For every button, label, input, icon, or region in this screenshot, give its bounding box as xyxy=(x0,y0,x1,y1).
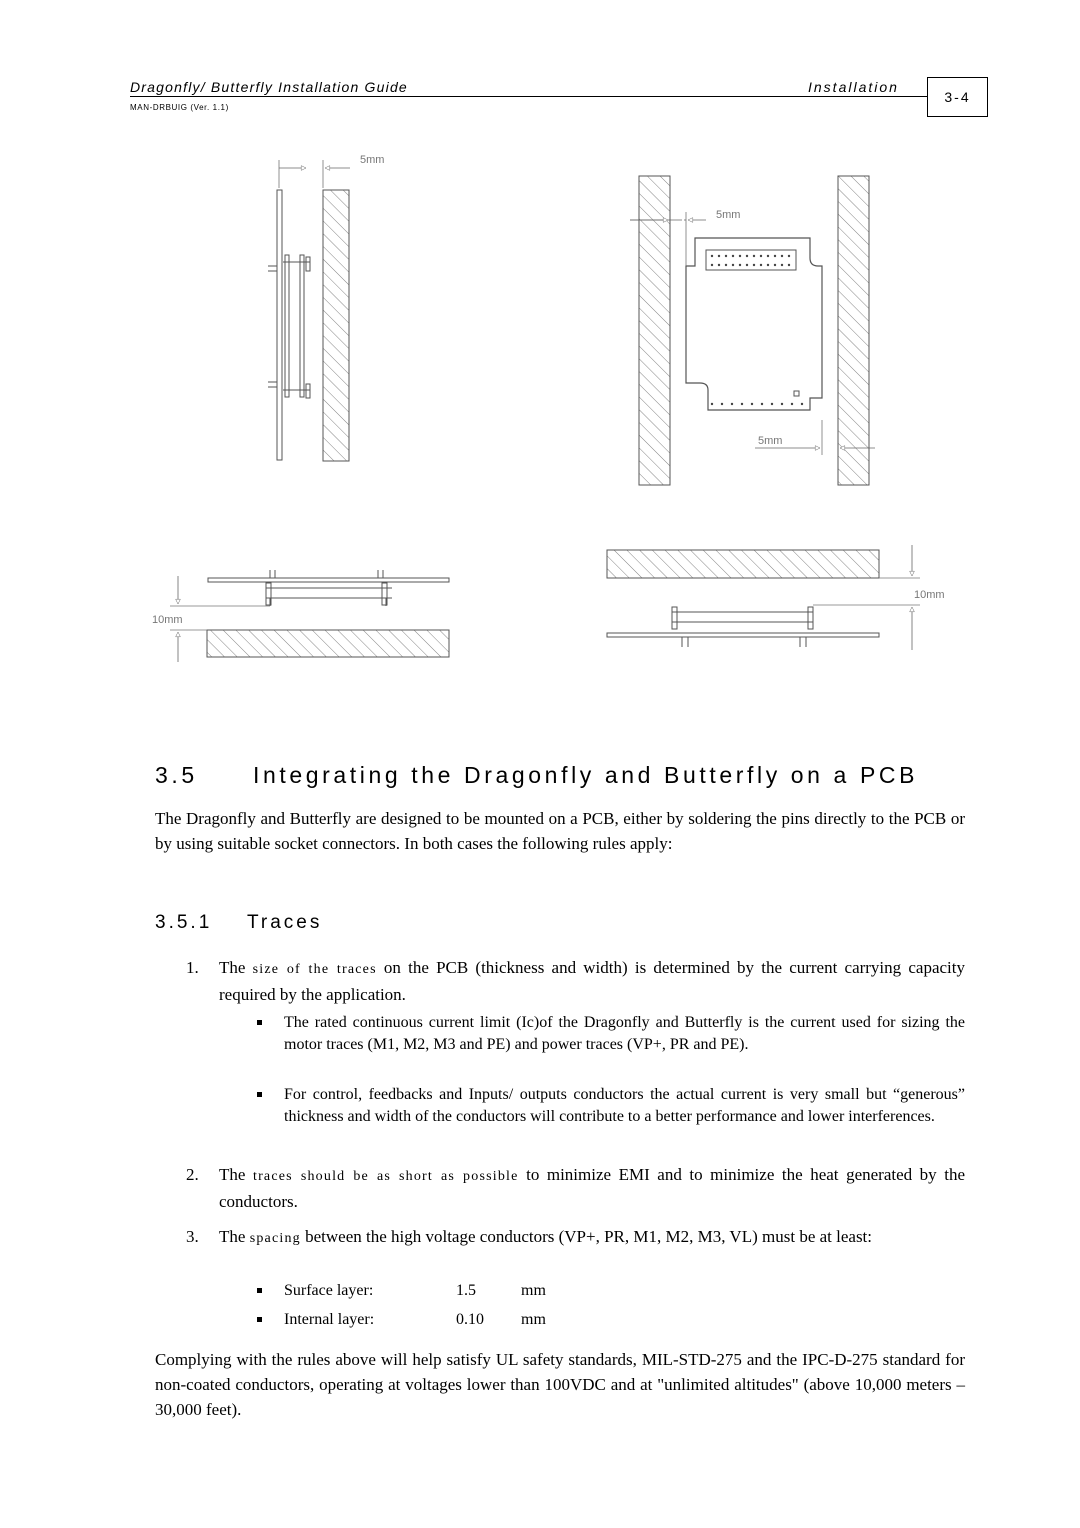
bullet-text: For control, feedbacks and Inputs/ outputs conductors the actual current is very small but “generous” thickness and width of the conductors will contribute to a better performance and lower interferences. xyxy=(284,1086,965,1125)
rule-number: 2. xyxy=(186,1165,199,1184)
bullet-square-icon xyxy=(257,1317,262,1322)
bullet-square-icon xyxy=(257,1288,262,1293)
rule-text: The xyxy=(219,1227,250,1246)
rule-number: 3. xyxy=(186,1227,199,1246)
dim-label-5mm-a: 5mm xyxy=(360,154,385,166)
bullet-square-icon xyxy=(257,1020,262,1025)
rule-item xyxy=(186,1224,965,1251)
rule-text: on the PCB (thickness and width) is determined by the current carrying capacity required by the application. xyxy=(219,958,965,1004)
section-intro: The Dragonfly and Butterfly are designed to be mounted on a PCB, either by soldering the pins directly to the PCB or by using suitable socket connectors. In both cases the following rules apply: xyxy=(155,809,965,853)
mounting-clearance-figure xyxy=(0,0,1080,720)
section-number: 3.5 xyxy=(155,762,198,788)
rule-number: 1. xyxy=(186,958,199,977)
front-view-top-clearance xyxy=(607,545,945,650)
rule-item xyxy=(186,1162,965,1214)
subsection-number: 3.5.1 xyxy=(155,912,213,933)
section-heading xyxy=(155,762,918,789)
rule-emphasis: spacing xyxy=(249,1231,301,1246)
bullet-square-icon xyxy=(257,1092,262,1097)
spacing-value: 1.5 xyxy=(456,1282,476,1299)
front-view-bottom-clearance xyxy=(152,570,449,662)
dim-label-10mm-a: 10mm xyxy=(152,614,183,626)
rule-text: The xyxy=(219,1165,253,1184)
page-number: 3-4 xyxy=(927,77,988,117)
spacing-value: 0.10 xyxy=(456,1311,484,1328)
bullet-item xyxy=(260,1012,965,1056)
header-version: MAN-DRBUIG (Ver. 1.1) xyxy=(130,103,229,112)
dim-label-10mm-b: 10mm xyxy=(914,589,945,601)
dim-label-5mm-b: 5mm xyxy=(716,209,741,221)
dim-label-5mm-c: 5mm xyxy=(758,435,783,447)
header-section-name: Installation xyxy=(808,79,899,95)
subsection-title: Traces xyxy=(247,912,323,933)
header-doc-title: Dragonfly/ Butterfly Installation Guide xyxy=(130,79,408,95)
rule-text: between the high voltage conductors (VP+, PR, M1, M2, M3, VL) must be at least: xyxy=(300,1227,873,1246)
rule-text: to minimize EMI and to minimize the heat generated by the conductors. xyxy=(219,1165,965,1211)
rule-emphasis: traces should be as short as possible xyxy=(252,1169,519,1184)
side-view-wall-clearance xyxy=(268,154,384,461)
subsection-heading xyxy=(155,912,322,934)
closing-paragraph: Complying with the rules above will help satisfy UL safety standards, MIL-STD-275 and the IPC-D-275 standard for non-coated conductors, operating at voltages lower than 100VDC and at "unlimited altitudes" (above 10,000 meters – 30,000 feet). xyxy=(155,1350,965,1419)
spacing-layer: Internal layer: xyxy=(284,1311,375,1328)
spacing-layer: Surface layer: xyxy=(284,1282,374,1299)
section-title: Integrating the Dragonfly and Butterfly on a PCB xyxy=(253,762,919,788)
spacing-unit: mm xyxy=(521,1311,546,1328)
bullet-text: The rated continuous current limit (Ic)of the Dragonfly and Butterfly is the current used for sizing the motor traces (M1, M2, M3 and PE) and power traces (VP+, PR and PE). xyxy=(284,1014,965,1053)
spacing-unit: mm xyxy=(521,1282,546,1299)
bullet-item xyxy=(260,1084,965,1128)
rule-text: The xyxy=(219,958,253,977)
top-view-wall-clearance xyxy=(630,176,875,485)
rule-emphasis: size of the traces xyxy=(252,962,377,977)
rule-item xyxy=(186,955,965,1007)
